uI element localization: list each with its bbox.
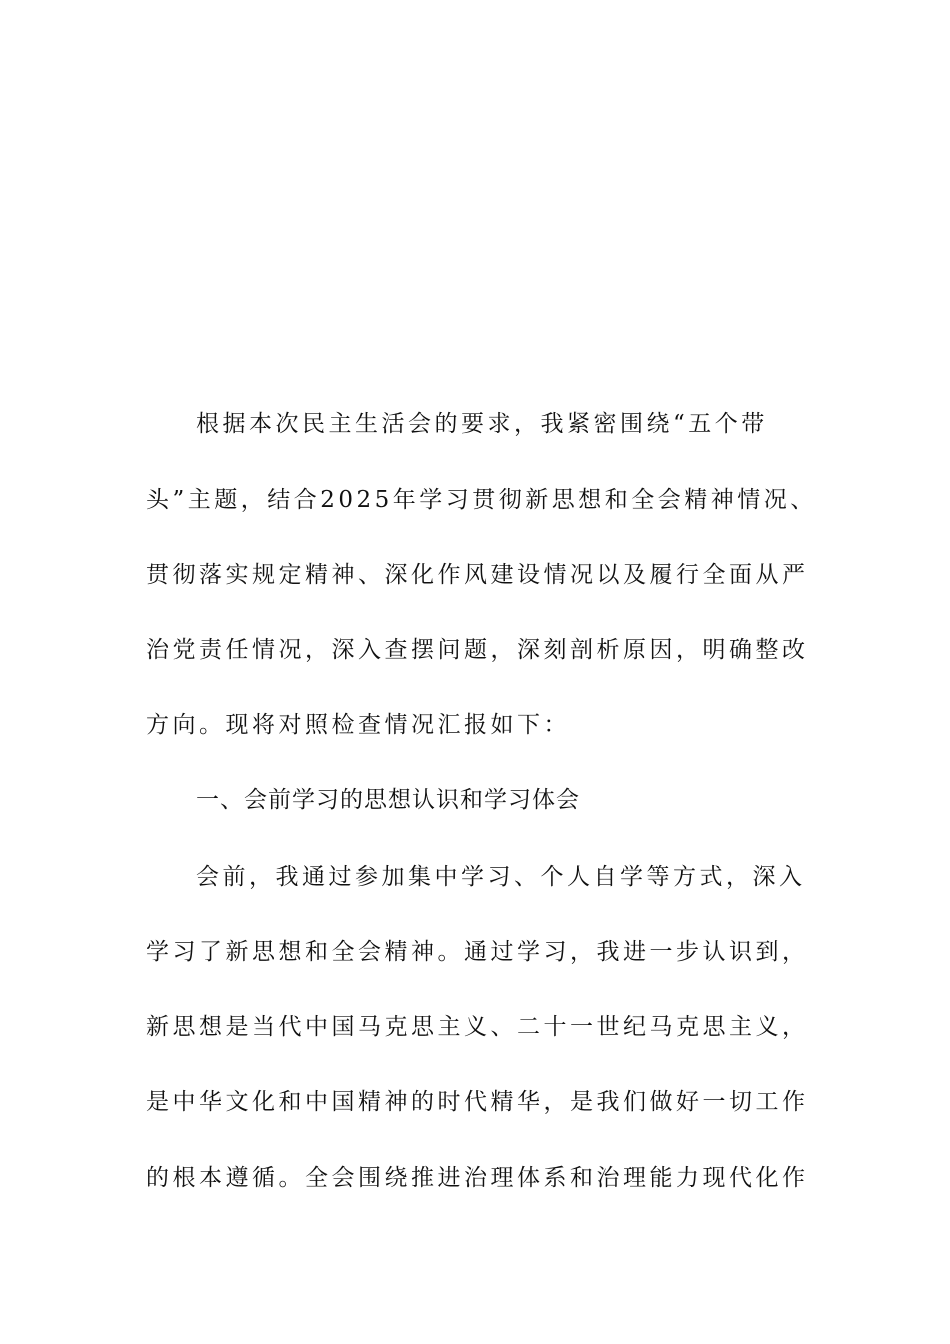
- paragraph-1-line-3: 贯彻落实规定精神、深化作风建设情况以及履行全面从严: [146, 562, 809, 588]
- document-title-line-1: [0, 124, 950, 164]
- paragraph-1-line-1: 根据本次民主生活会的要求，我紧密围绕“五个带: [196, 411, 768, 437]
- paragraph-2-line-5: 的根本遵循。全会围绕推进治理体系和治理能力现代化作: [146, 1165, 809, 1191]
- paragraph-2-line-2: 学习了新思想和全会精神。通过学习，我进一步认识到，: [146, 939, 809, 965]
- section-1-heading: 一、会前学习的思想认识和学习体会: [196, 787, 580, 813]
- paragraph-2-line-1: 会前，我通过参加集中学习、个人自学等方式，深入: [196, 864, 806, 890]
- paragraph-2-line-4: 是中华文化和中国精神的时代精华，是我们做好一切工作: [146, 1089, 809, 1115]
- paragraph-2-line-3: 新思想是当代中国马克思主义、二十一世纪马克思主义，: [146, 1014, 809, 1040]
- paragraph-1-line-4: 治党责任情况，深入查摆问题，深刻剖析原因，明确整改: [146, 637, 809, 663]
- paragraph-1-line-2: 头”主题，结合2025年学习贯彻新思想和全会精神情况、: [146, 487, 817, 513]
- document-title-line-2: [0, 276, 950, 316]
- paragraph-1-line-5: 方向。现将对照检查情况汇报如下：: [146, 712, 570, 738]
